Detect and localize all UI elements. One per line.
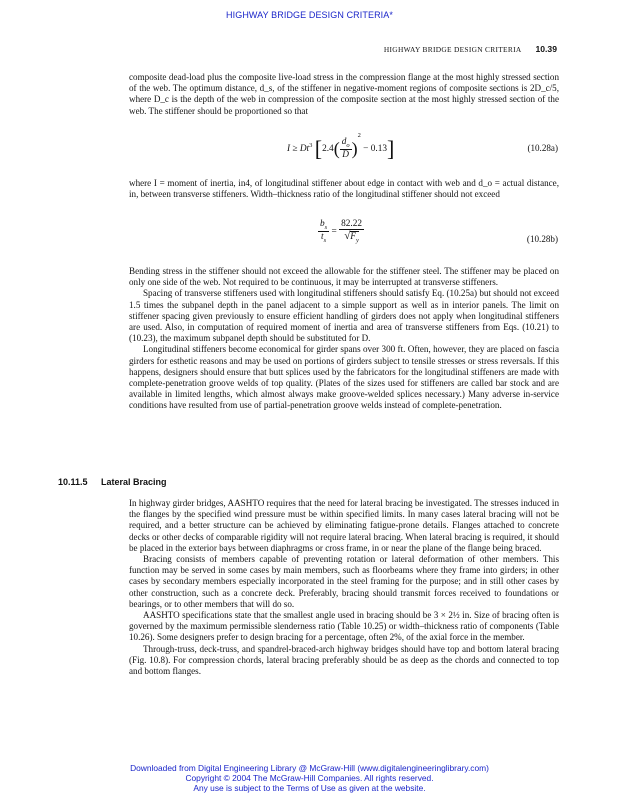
footer-copyright: Copyright © 2004 The McGraw-Hill Companies. All rights reserved.	[185, 773, 434, 783]
eq-b-num-sub: s	[324, 223, 328, 231]
paragraph-where	[129, 178, 559, 200]
eq-a-num-sub: o	[346, 142, 350, 150]
para-lat3: AASHTO specifications state that the smallest angle used in bracing should be 3 × 2½ in. Size of bracing often is governed by the maximum permissible slenderness ratio (Table 10.25) or width–thickness ratio of components (Table 10.26). Some designers prefer to design bracing for a percentage, often 2%, of the axial force in the member.	[129, 610, 559, 643]
para-where-text: where I = moment of inertia, in4, of longitudinal stiffener about edge in contact with web and d_o = actual distance, in, between transverse stiffeners. Width–thickness ratio of the longitudinal stiffener should not exceed	[129, 178, 559, 200]
running-head	[384, 44, 557, 54]
eq-a-den: D	[342, 150, 349, 161]
para-lat4: Through-truss, deck-truss, and spandrel-braced-arch highway bridges should have top and bottom lateral bracing (Fig. 10.8). For compression chords, lateral bracing preferably should be as deep as the chords and connected to top and bottom flanges.	[129, 643, 559, 677]
section-title: Lateral Bracing	[101, 477, 167, 487]
eq-b-rden: F	[350, 232, 356, 242]
eq-b-equals: =	[331, 226, 337, 237]
paragraph-top	[129, 72, 559, 117]
watermark-header: HIGHWAY BRIDGE DESIGN CRITERIA*	[226, 10, 393, 20]
eq-a-label: (10.28a)	[527, 143, 558, 153]
eq-b-label: (10.28b)	[526, 234, 558, 244]
eq-a-num: d	[341, 137, 347, 148]
equation-10-28a: $I \ge Dt^3$ [2.4( $\frac{d_o}{D}$ )$^2$ − 0.13]	[287, 132, 395, 161]
footer-download-link[interactable]: Downloaded from Digital Engineering Library @ McGraw-Hill (www.digitalengineeringlibrary.com)	[130, 763, 489, 773]
para-bending: Bending stress in the stiffener should not exceed the allowable for the stiffener steel. The stiffener may be placed on only one side of the web. Not required to be continuous, it may be interrupted at transverse stiffeners.	[129, 266, 559, 288]
eq-a-lhs: I ≥ Dt	[287, 144, 310, 154]
footer-terms-link[interactable]: Any use is subject to the Terms of Use as given at the website.	[193, 783, 426, 793]
para-longitudinal: Longitudinal stiffeners become economical for girder spans over 300 ft. Often, however, they are placed on fascia girders for esthetic reasons and may be used on portions of girders subject to tensile stresses or stress reversals. If this happens, designers should ensure that butt splices used by the fabricators for the longitudinal stiffeners are made with complete-penetration groove welds of top quality. (Plates of the sizes used for stiffeners are called bar stock and are available in limited lengths, which almost always make groove-welded splices necessary.) Many adverse in-service conditions have resulted from use of partial-penetration groove welds instead of complete-penetration.	[129, 344, 559, 411]
eq-b-rnum: 82.22	[341, 219, 363, 229]
body-stiffeners	[129, 266, 559, 412]
para-top-text: composite dead-load plus the composite live-load stress in the compression flange at the most highly stressed section of the web. The optimum distance, d_s, of the stiffener in negative-moment regions of composite sections is 2D_c/5, where D_c is the depth of the web in compression of the composite section at the most highly stressed section of the web. The stiffener should be proportioned so that	[129, 72, 559, 116]
eq-b-den-sub: s	[323, 236, 327, 244]
section-number: 10.11.5	[58, 477, 88, 487]
eq-a-tail: − 0.13	[363, 144, 388, 154]
eq-a-pow: 2	[357, 132, 361, 139]
eq-a-exp: 3	[309, 141, 313, 149]
eq-b-den: t	[321, 231, 324, 242]
body-lateral-bracing	[129, 498, 559, 677]
equation-10-28b: $\frac{b_s}{t_s}$ = $\frac{82.22}{√F_y}$	[320, 219, 363, 244]
eq-b-num: b	[320, 219, 325, 230]
eq-b-rden-sub: y	[355, 236, 359, 244]
page-number: 10.39	[535, 44, 557, 54]
eq-a-coef: 2.4	[322, 144, 334, 154]
para-spacing: Spacing of transverse stiffeners used with longitudinal stiffeners should satisfy Eq. (10.25a) but should not exceed 1.5 times the subpanel depth in the panel adjacent to a simple support as well as in interior panels. The limit on stiffener spacing given previously to ensure efficient handling of girders does not apply when longitudinal stiffeners are used. Also, in computation of required moment of inertia and area of transverse stiffeners from Eqs. (10.21) to (10.23), the maximum subpanel depth should be substituted for D.	[129, 288, 559, 344]
para-lat2: Bracing consists of members capable of preventing rotation or lateral deformation of other members. This function may be served in some cases by main members, such as floorbeams where they frame into girders; in other cases by secondary members especially incorporated in the steel framing for the purpose; and in still other cases by other construction, such as a concrete deck. Preferably, bracing should transmit forces received to foundations or bearings, or to other members that will do so.	[129, 554, 559, 609]
para-lat1: In highway girder bridges, AASHTO requires that the need for lateral bracing be investigated. The stresses induced in the flanges by the specified wind pressure must be within specified limits. In many cases lateral bracing will not be required, and a better structure can be achieved by eliminating fatigue-prone details. Flanges attached to concrete decks or other decks of comparable rigidity will not require lateral bracing. When lateral bracing is required, it should be placed in the exterior bays between diaphragms or cross frame, in or near the plane of the flange being braced.	[129, 498, 559, 553]
running-head-title: HIGHWAY BRIDGE DESIGN CRITERIA	[383, 45, 522, 54]
